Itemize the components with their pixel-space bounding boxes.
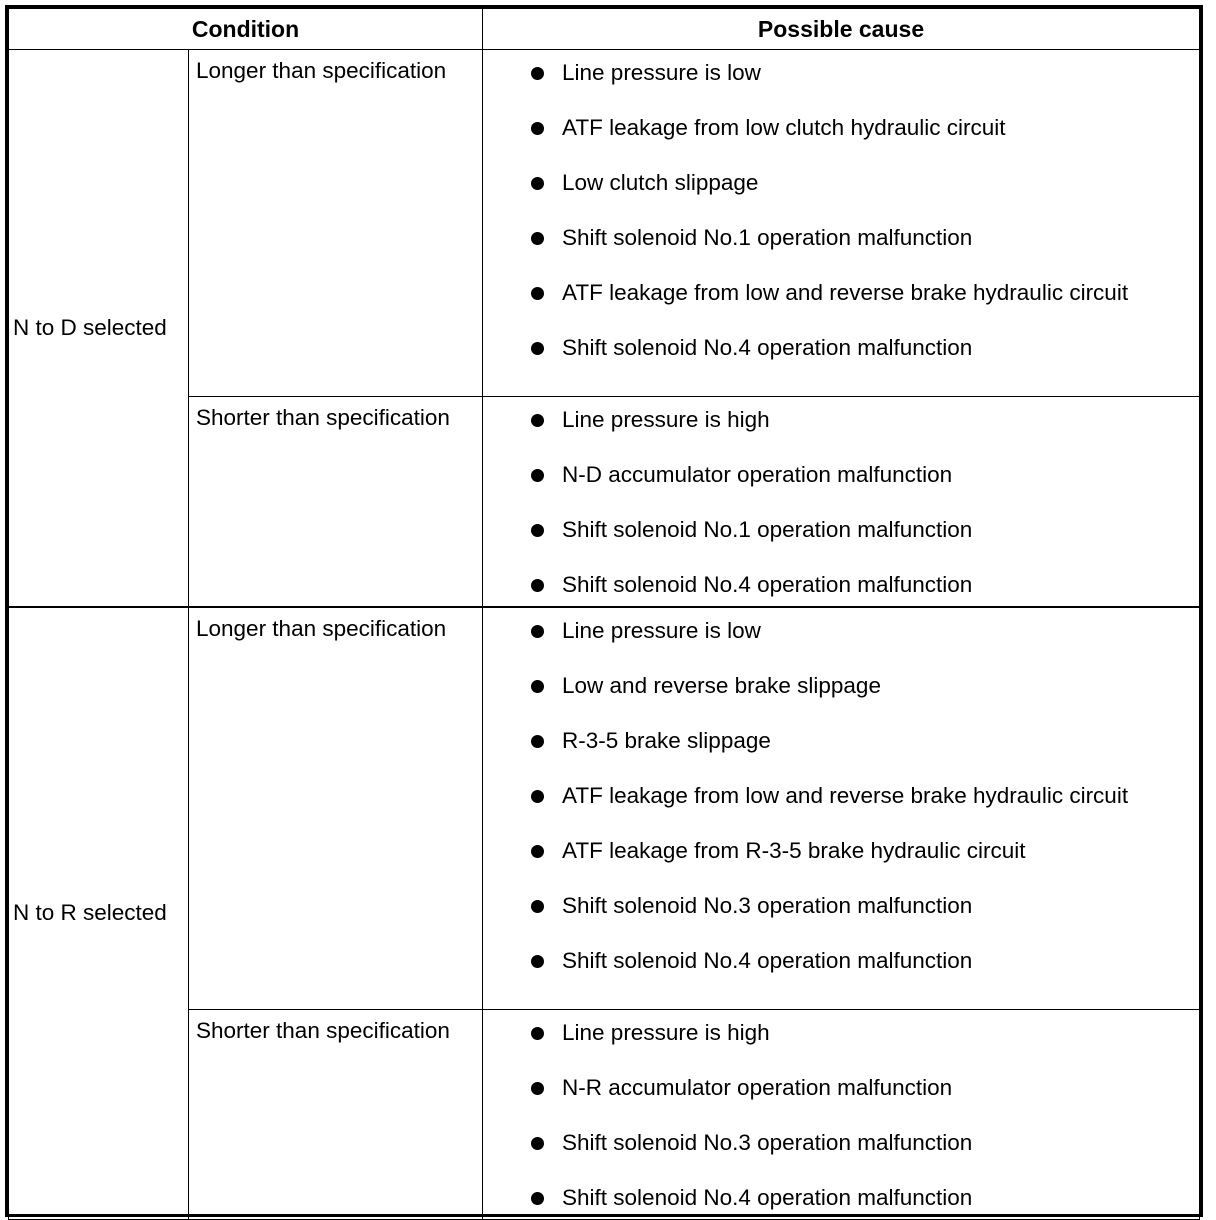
sub-condition-cell: Shorter than specification	[189, 397, 483, 608]
cause-item	[483, 333, 1199, 363]
cause-table-frame	[5, 5, 1203, 1217]
cause-text: Low and reverse brake slippage	[562, 673, 881, 698]
bullet-icon	[531, 287, 544, 300]
cause-text: ATF leakage from low clutch hydraulic circuit	[562, 115, 1006, 140]
cause-text: Shift solenoid No.4 operation malfunction	[562, 335, 973, 360]
table-row	[9, 50, 1200, 397]
cause-text: Shift solenoid No.4 operation malfunction	[562, 572, 973, 597]
bullet-icon	[531, 790, 544, 803]
bullet-icon	[531, 845, 544, 858]
cause-item	[483, 113, 1199, 143]
cause-item	[483, 616, 1199, 646]
bullet-icon	[531, 1192, 544, 1205]
bullet-icon	[531, 1137, 544, 1150]
cause-text: R-3-5 brake slippage	[562, 728, 771, 753]
cause-item	[483, 1183, 1199, 1213]
causes-cell	[483, 607, 1200, 1009]
sub-condition-cell: Longer than specification	[189, 50, 483, 397]
bullet-icon	[531, 67, 544, 80]
cause-text: Shift solenoid No.4 operation malfunction	[562, 1184, 973, 1210]
bullet-icon	[531, 900, 544, 913]
bullet-icon	[531, 177, 544, 190]
cause-table	[8, 8, 1200, 1220]
cause-text: Line pressure is low	[562, 618, 761, 643]
cause-item	[483, 1073, 1199, 1103]
cause-text: Shift solenoid No.1 operation malfunction	[562, 225, 973, 250]
bullet-icon	[531, 1027, 544, 1040]
cause-text: ATF leakage from low and reverse brake hydraulic circuit	[562, 783, 1129, 808]
cause-item	[483, 405, 1199, 435]
cause-item	[483, 726, 1199, 756]
bullet-icon	[531, 1082, 544, 1095]
possible-cause-header: Possible cause	[483, 9, 1200, 50]
cause-text: Low clutch slippage	[562, 170, 759, 195]
causes-cell	[483, 1009, 1200, 1219]
bullet-icon	[531, 342, 544, 355]
cause-item	[483, 836, 1199, 866]
condition-header: Condition	[9, 9, 483, 50]
condition-cell: N to D selected	[9, 50, 189, 608]
cause-text: Line pressure is high	[562, 407, 770, 432]
bullet-icon	[531, 122, 544, 135]
causes-cell	[483, 397, 1200, 608]
cause-item	[483, 223, 1199, 253]
cause-text: Line pressure is low	[562, 60, 761, 85]
cause-item	[483, 168, 1199, 198]
cause-text: Shift solenoid No.3 operation malfunction	[562, 893, 973, 918]
cause-text: ATF leakage from low and reverse brake hydraulic circuit	[562, 280, 1129, 305]
cause-item	[483, 58, 1199, 88]
cause-item	[483, 278, 1199, 308]
cause-list	[483, 58, 1199, 363]
table-header-row	[9, 9, 1200, 50]
cause-item	[483, 671, 1199, 701]
cause-text: N-D accumulator operation malfunction	[562, 462, 953, 487]
cause-item	[483, 515, 1199, 545]
cause-list	[483, 1018, 1199, 1213]
bullet-icon	[531, 232, 544, 245]
cause-text: Shift solenoid No.3 operation malfunction	[562, 1129, 973, 1155]
cause-text: N-R accumulator operation malfunction	[562, 1074, 953, 1100]
bullet-icon	[531, 469, 544, 482]
bullet-icon	[531, 680, 544, 693]
cause-text: Line pressure is high	[562, 1019, 770, 1045]
bullet-icon	[531, 625, 544, 638]
bullet-icon	[531, 414, 544, 427]
bullet-icon	[531, 735, 544, 748]
cause-text: ATF leakage from R-3-5 brake hydraulic circuit	[562, 838, 1026, 863]
cause-list	[483, 405, 1199, 600]
cause-item	[483, 781, 1199, 811]
cause-item	[483, 460, 1199, 490]
cause-list	[483, 616, 1199, 976]
bullet-icon	[531, 955, 544, 968]
bullet-icon	[531, 524, 544, 537]
sub-condition-cell: Shorter than specification	[189, 1009, 483, 1219]
table-row	[9, 607, 1200, 1009]
cause-item	[483, 891, 1199, 921]
cause-item	[483, 1128, 1199, 1158]
cause-text: Shift solenoid No.4 operation malfunction	[562, 948, 973, 973]
sub-condition-cell: Longer than specification	[189, 607, 483, 1009]
causes-cell	[483, 50, 1200, 397]
cause-item	[483, 1018, 1199, 1048]
condition-cell: N to R selected	[9, 607, 189, 1219]
cause-item	[483, 570, 1199, 600]
bullet-icon	[531, 579, 544, 592]
cause-text: Shift solenoid No.1 operation malfunction	[562, 517, 973, 542]
cause-item	[483, 946, 1199, 976]
